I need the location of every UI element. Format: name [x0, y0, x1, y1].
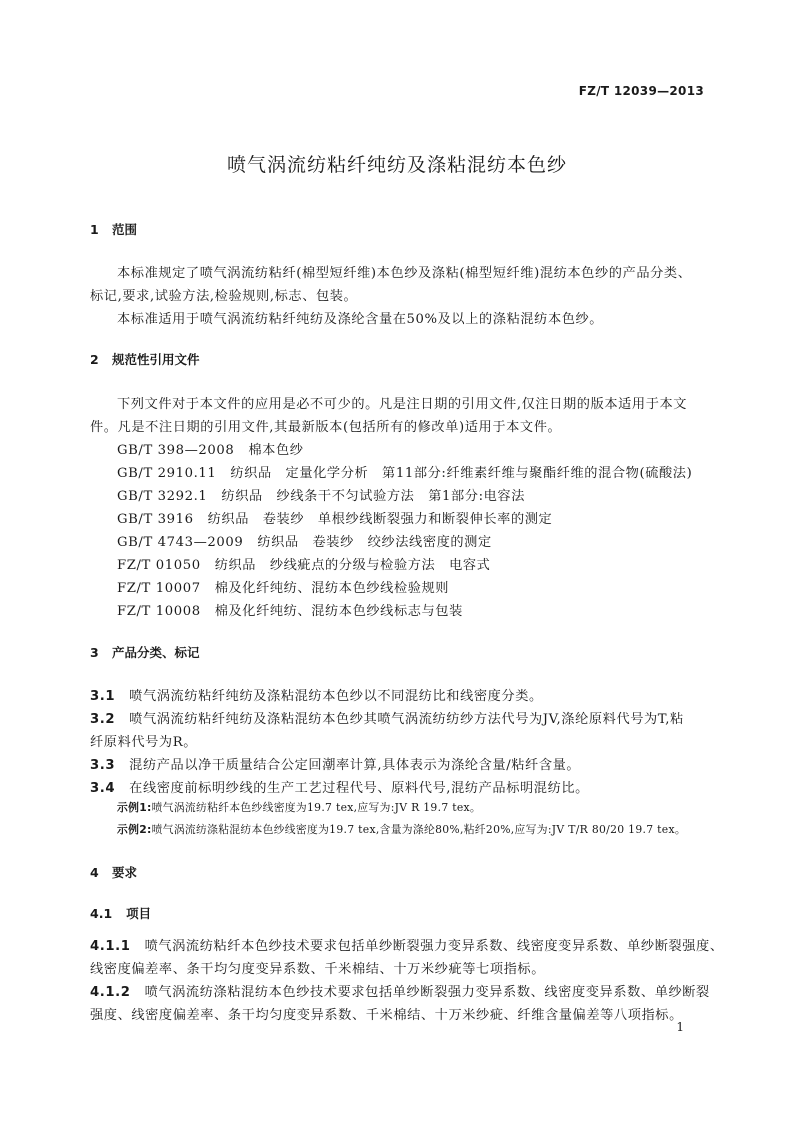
clause-text: 在线密度前标明纱线的生产工艺过程代号、原料代号,混纺产品标明混纺比。 — [129, 781, 589, 796]
clause-3-4 — [90, 777, 589, 796]
section-1-heading — [90, 220, 137, 238]
clause-3-3 — [90, 754, 580, 773]
clause-text: 喷气涡流纺涤粘混纺本色纱技术要求包括单纱断裂强力变异系数、线密度变异系数、单纱断裂 — [144, 985, 710, 1000]
section-4-heading — [90, 863, 137, 881]
section-title: 产品分类、标记 — [112, 645, 200, 660]
example-label: 示例2: — [117, 823, 152, 836]
clause-text: 喷气涡流纺粘纤纯纺及涤粘混纺本色纱以不同混纺比和线密度分类。 — [129, 689, 543, 704]
clause-number: 3.2 — [90, 712, 116, 727]
clause-number: 4.1.2 — [90, 985, 131, 1000]
section-number: 3 — [90, 645, 99, 660]
reference-title: 纺织品 卷装纱 绞纱法线密度的测定 — [257, 535, 492, 550]
clause-3-2 — [90, 708, 684, 727]
clause-text: 混纺产品以净干质量结合公定回潮率计算,具体表示为涤纶含量/粘纤含量。 — [129, 758, 581, 773]
section-number: 2 — [90, 352, 99, 367]
reference-item — [117, 554, 490, 573]
reference-item — [117, 485, 525, 504]
paragraph: 下列文件对于本文件的应用是必不可少的。凡是注日期的引用文件,仅注日期的版本适用于本文 — [117, 397, 688, 412]
clause-4-1-1 — [90, 935, 724, 954]
section-number: 4 — [90, 865, 99, 880]
section-3-heading — [90, 643, 200, 661]
paragraph: 件。凡是不注日期的引用文件,其最新版本(包括所有的修改单)适用于本文件。 — [90, 420, 562, 435]
reference-title: 棉本色纱 — [248, 443, 304, 458]
section-title: 范围 — [112, 222, 138, 237]
subsection-number: 4.1 — [90, 906, 113, 921]
section-title: 规范性引用文件 — [112, 352, 200, 367]
subsection-title: 项目 — [126, 906, 152, 921]
clause-number: 3.4 — [90, 781, 116, 796]
clause-4-1-2 — [90, 981, 710, 1000]
reference-title: 棉及化纤纯纺、混纺本色纱线标志与包装 — [214, 604, 463, 619]
clause-continuation: 线密度偏差率、条干均匀度变异系数、千米棉结、十万米纱疵等七项指标。 — [90, 962, 545, 977]
reference-item — [117, 439, 304, 458]
reference-item — [117, 577, 449, 596]
reference-item — [117, 462, 692, 481]
reference-code: FZ/T 01050 — [117, 558, 201, 573]
reference-title: 纺织品 定量化学分析 第11部分:纤维素纤维与聚酯纤维的混合物(硫酸法) — [230, 466, 693, 481]
clause-number: 4.1.1 — [90, 939, 131, 954]
clause-number: 3.3 — [90, 758, 116, 773]
section-title: 要求 — [112, 865, 138, 880]
example-1 — [117, 800, 481, 815]
standard-code: FZ/T 12039—2013 — [578, 84, 704, 98]
reference-code: GB/T 3916 — [117, 512, 194, 527]
example-2 — [117, 822, 686, 837]
paragraph: 本标准规定了喷气涡流纺粘纤(棉型短纤维)本色纱及涤粘(棉型短纤维)混纺本色纱的产品分类、 — [117, 266, 692, 281]
clause-continuation: 纤原料代号为R。 — [90, 735, 198, 750]
paragraph: 本标准适用于喷气涡流纺粘纤纯纺及涤纶含量在50%及以上的涤粘混纺本色纱。 — [117, 312, 604, 327]
example-text: 喷气涡流纺涤粘混纺本色纱线密度为19.7 tex,含量为涤纶80%,粘纤20%,应写为:JV T/R 80/20 19.7 tex。 — [151, 823, 686, 836]
clause-number: 3.1 — [90, 689, 116, 704]
document-title: 喷气涡流纺粘纤纯纺及涤粘混纺本色纱 — [226, 154, 567, 176]
reference-code: GB/T 3292.1 — [117, 489, 208, 504]
clause-text: 喷气涡流纺粘纤纯纺及涤粘混纺本色纱其喷气涡流纺纺纱方法代号为JV,涤纶原料代号为T,粘 — [129, 712, 684, 727]
clause-text: 喷气涡流纺粘纤本色纱技术要求包括单纱断裂强力变异系数、线密度变异系数、单纱断裂强度、 — [144, 939, 724, 954]
reference-title: 纺织品 纱线条干不匀试验方法 第1部分:电容法 — [221, 489, 525, 504]
section-2-heading — [90, 350, 200, 368]
reference-code: FZ/T 10007 — [117, 581, 201, 596]
paragraph: 标记,要求,试验方法,检验规则,标志、包装。 — [90, 289, 358, 304]
section-number: 1 — [90, 222, 99, 237]
reference-title: 纺织品 卷装纱 单根纱线断裂强力和断裂伸长率的测定 — [207, 512, 553, 527]
reference-item — [117, 600, 463, 619]
clause-3-1 — [90, 685, 543, 704]
example-text: 喷气涡流纺粘纤本色纱线密度为19.7 tex,应写为:JV R 19.7 tex。 — [151, 801, 482, 814]
reference-title: 纺织品 纱线疵点的分级与检验方法 电容式 — [214, 558, 491, 573]
subsection-4-1-heading — [90, 904, 151, 922]
page-number: 1 — [676, 1020, 684, 1034]
clause-continuation: 强度、线密度偏差率、条干均匀度变异系数、千米棉结、十万米纱疵、纤维含量偏差等八项指标。 — [90, 1008, 683, 1023]
reference-code: GB/T 2910.11 — [117, 466, 217, 481]
reference-code: GB/T 4743—2009 — [117, 535, 244, 550]
example-label: 示例1: — [117, 801, 152, 814]
reference-item — [117, 508, 552, 527]
reference-title: 棉及化纤纯纺、混纺本色纱线检验规则 — [214, 581, 450, 596]
reference-code: FZ/T 10008 — [117, 604, 201, 619]
reference-code: GB/T 398—2008 — [117, 443, 235, 458]
reference-item — [117, 531, 492, 550]
